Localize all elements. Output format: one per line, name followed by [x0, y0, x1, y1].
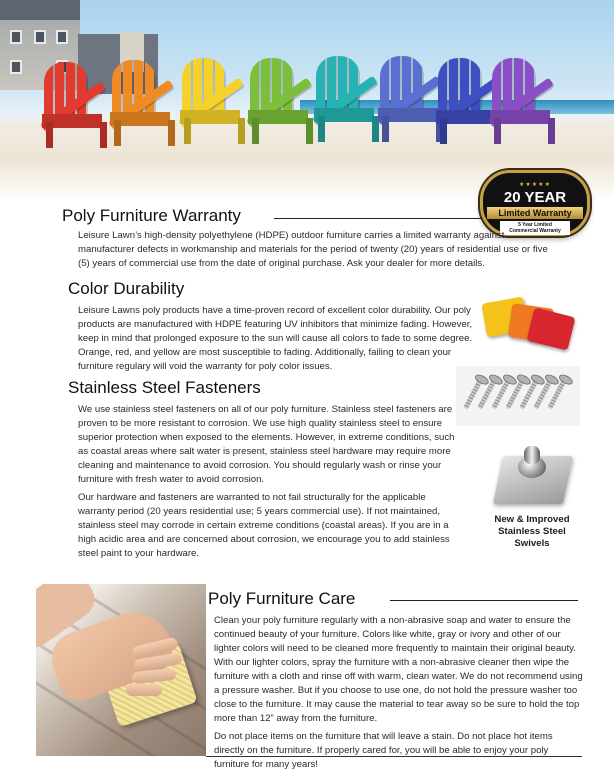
warranty-badge	[480, 170, 590, 236]
warranty-paragraph: Leisure Lawn’s high-density polyethylene (HDPE) outdoor furniture carries a limited warranty against manufacturer defects in workmanship and materials for the period of twenty (20) years of residential use or five (5) years of commercial use from the date of original purchase. Ask your dealer for more details.	[78, 230, 548, 269]
swatch-red	[527, 307, 576, 350]
swivel-caption-line1: New & Improved	[494, 514, 570, 525]
swivel-caption-line2: Stainless Steel	[498, 526, 566, 537]
chair-leg1	[252, 118, 259, 144]
chair-leg1	[440, 118, 447, 144]
chair-leg2	[238, 118, 245, 144]
badge-stars: ★★★★★	[519, 181, 551, 188]
chair-leg1	[46, 122, 53, 148]
care-heading-rule	[390, 600, 578, 601]
badge-commercial-line1: 5 Year Limited	[518, 222, 552, 228]
color-body	[78, 304, 474, 374]
chair-leg1	[184, 118, 191, 144]
fasteners-paragraph-1: We use stainless steel fasteners on all of our poly furniture. Stainless steel fasteners are proven to be more resistant to corrosion. We use high quality stainless steel to ensure superior protection when exposed to the elements. However, in extreme conditions, such as coastal areas where salt water is present, stainless steel hardware may require more cleaning and maintenance to avoid corrosion. You should regularly wash or rinse your furniture with fresh water to avoid corrosion.	[78, 404, 455, 485]
swivel-caption-line3: Swivels	[514, 538, 550, 549]
chair-leg2	[548, 118, 555, 144]
color-paragraph: Leisure Lawns poly products have a time-proven record of excellent color durability. Our poly products are manufactured with HDPE featuring UV inhibitors that minimize fading. However, keep in mind that prolonged exposure to the sun will cause all colors to fade to some degree. Orange, red, and yellow are most susceptible to fading. Additionally, failing to clean your furniture regulary will void the warranty for poly color issues.	[78, 305, 473, 372]
swivel-caption	[484, 514, 580, 550]
fasteners-heading: Stainless Steel Fasteners	[68, 378, 261, 397]
finger	[126, 684, 162, 696]
chair-leg2	[168, 120, 175, 146]
chair-leg1	[114, 120, 121, 146]
care-paragraph-2: Do not place items on the furniture that will leave a stain. Do not place hot items directly on the furniture. If properly cared for, you will be able to enjoy your poly furniture for many years!	[214, 731, 553, 770]
fasteners-paragraph-2: Our hardware and fasteners are warranted to not fail structurally for the applicable warranty period (20 years residential use; 5 years commercial use). If not maintained, stainless steel may corrode in certain extreme conditions (coastal areas). If you are in a high acidic area and are concerned about corrosion, we encourage you to add stainless steel paint to your hardware.	[78, 492, 450, 559]
stainless-bolts-image	[456, 366, 580, 426]
cleaning-hand-photo	[36, 584, 206, 756]
warranty-body	[78, 229, 548, 271]
badge-commercial-line2: Commercial Warranty	[509, 228, 561, 234]
stainless-swivel-image	[494, 442, 574, 506]
chair-leg2	[100, 122, 107, 148]
badge-ribbon: Limited Warranty	[487, 207, 583, 219]
badge-years: 20 YEAR	[503, 189, 567, 206]
chair-leg1	[318, 116, 325, 142]
chair-leg1	[494, 118, 501, 144]
warranty-heading: Poly Furniture Warranty	[62, 206, 241, 225]
fasteners-body	[78, 403, 462, 561]
care-body	[214, 614, 584, 772]
swivel-post	[524, 446, 540, 464]
care-heading: Poly Furniture Care	[208, 589, 356, 608]
chair-leg2	[306, 118, 313, 144]
color-heading: Color Durability	[68, 279, 185, 298]
care-paragraph-1: Clean your poly furniture regularly with a non-abrasive soap and water to ensure the continued beauty of your furniture. Colors like white, gray or ivory and other of our lighter colors will need to be cleaned more frequently to maintain their original beauty. With our lighter colors, spray the furniture with a non-abrasive cleaner then wipe the furniture with a cloth and rinse off with warm, clean water. We do not recommend using a pressure washer. But if you choose to use one, do not hold the pressure washer too close to the furniture. It may cause the material to tear away so be sure to hold the top more than 12” away from the furniture.	[214, 615, 583, 724]
chair-leg1	[382, 116, 389, 142]
warranty-heading-rule	[274, 218, 482, 219]
footer-rule	[206, 756, 582, 757]
